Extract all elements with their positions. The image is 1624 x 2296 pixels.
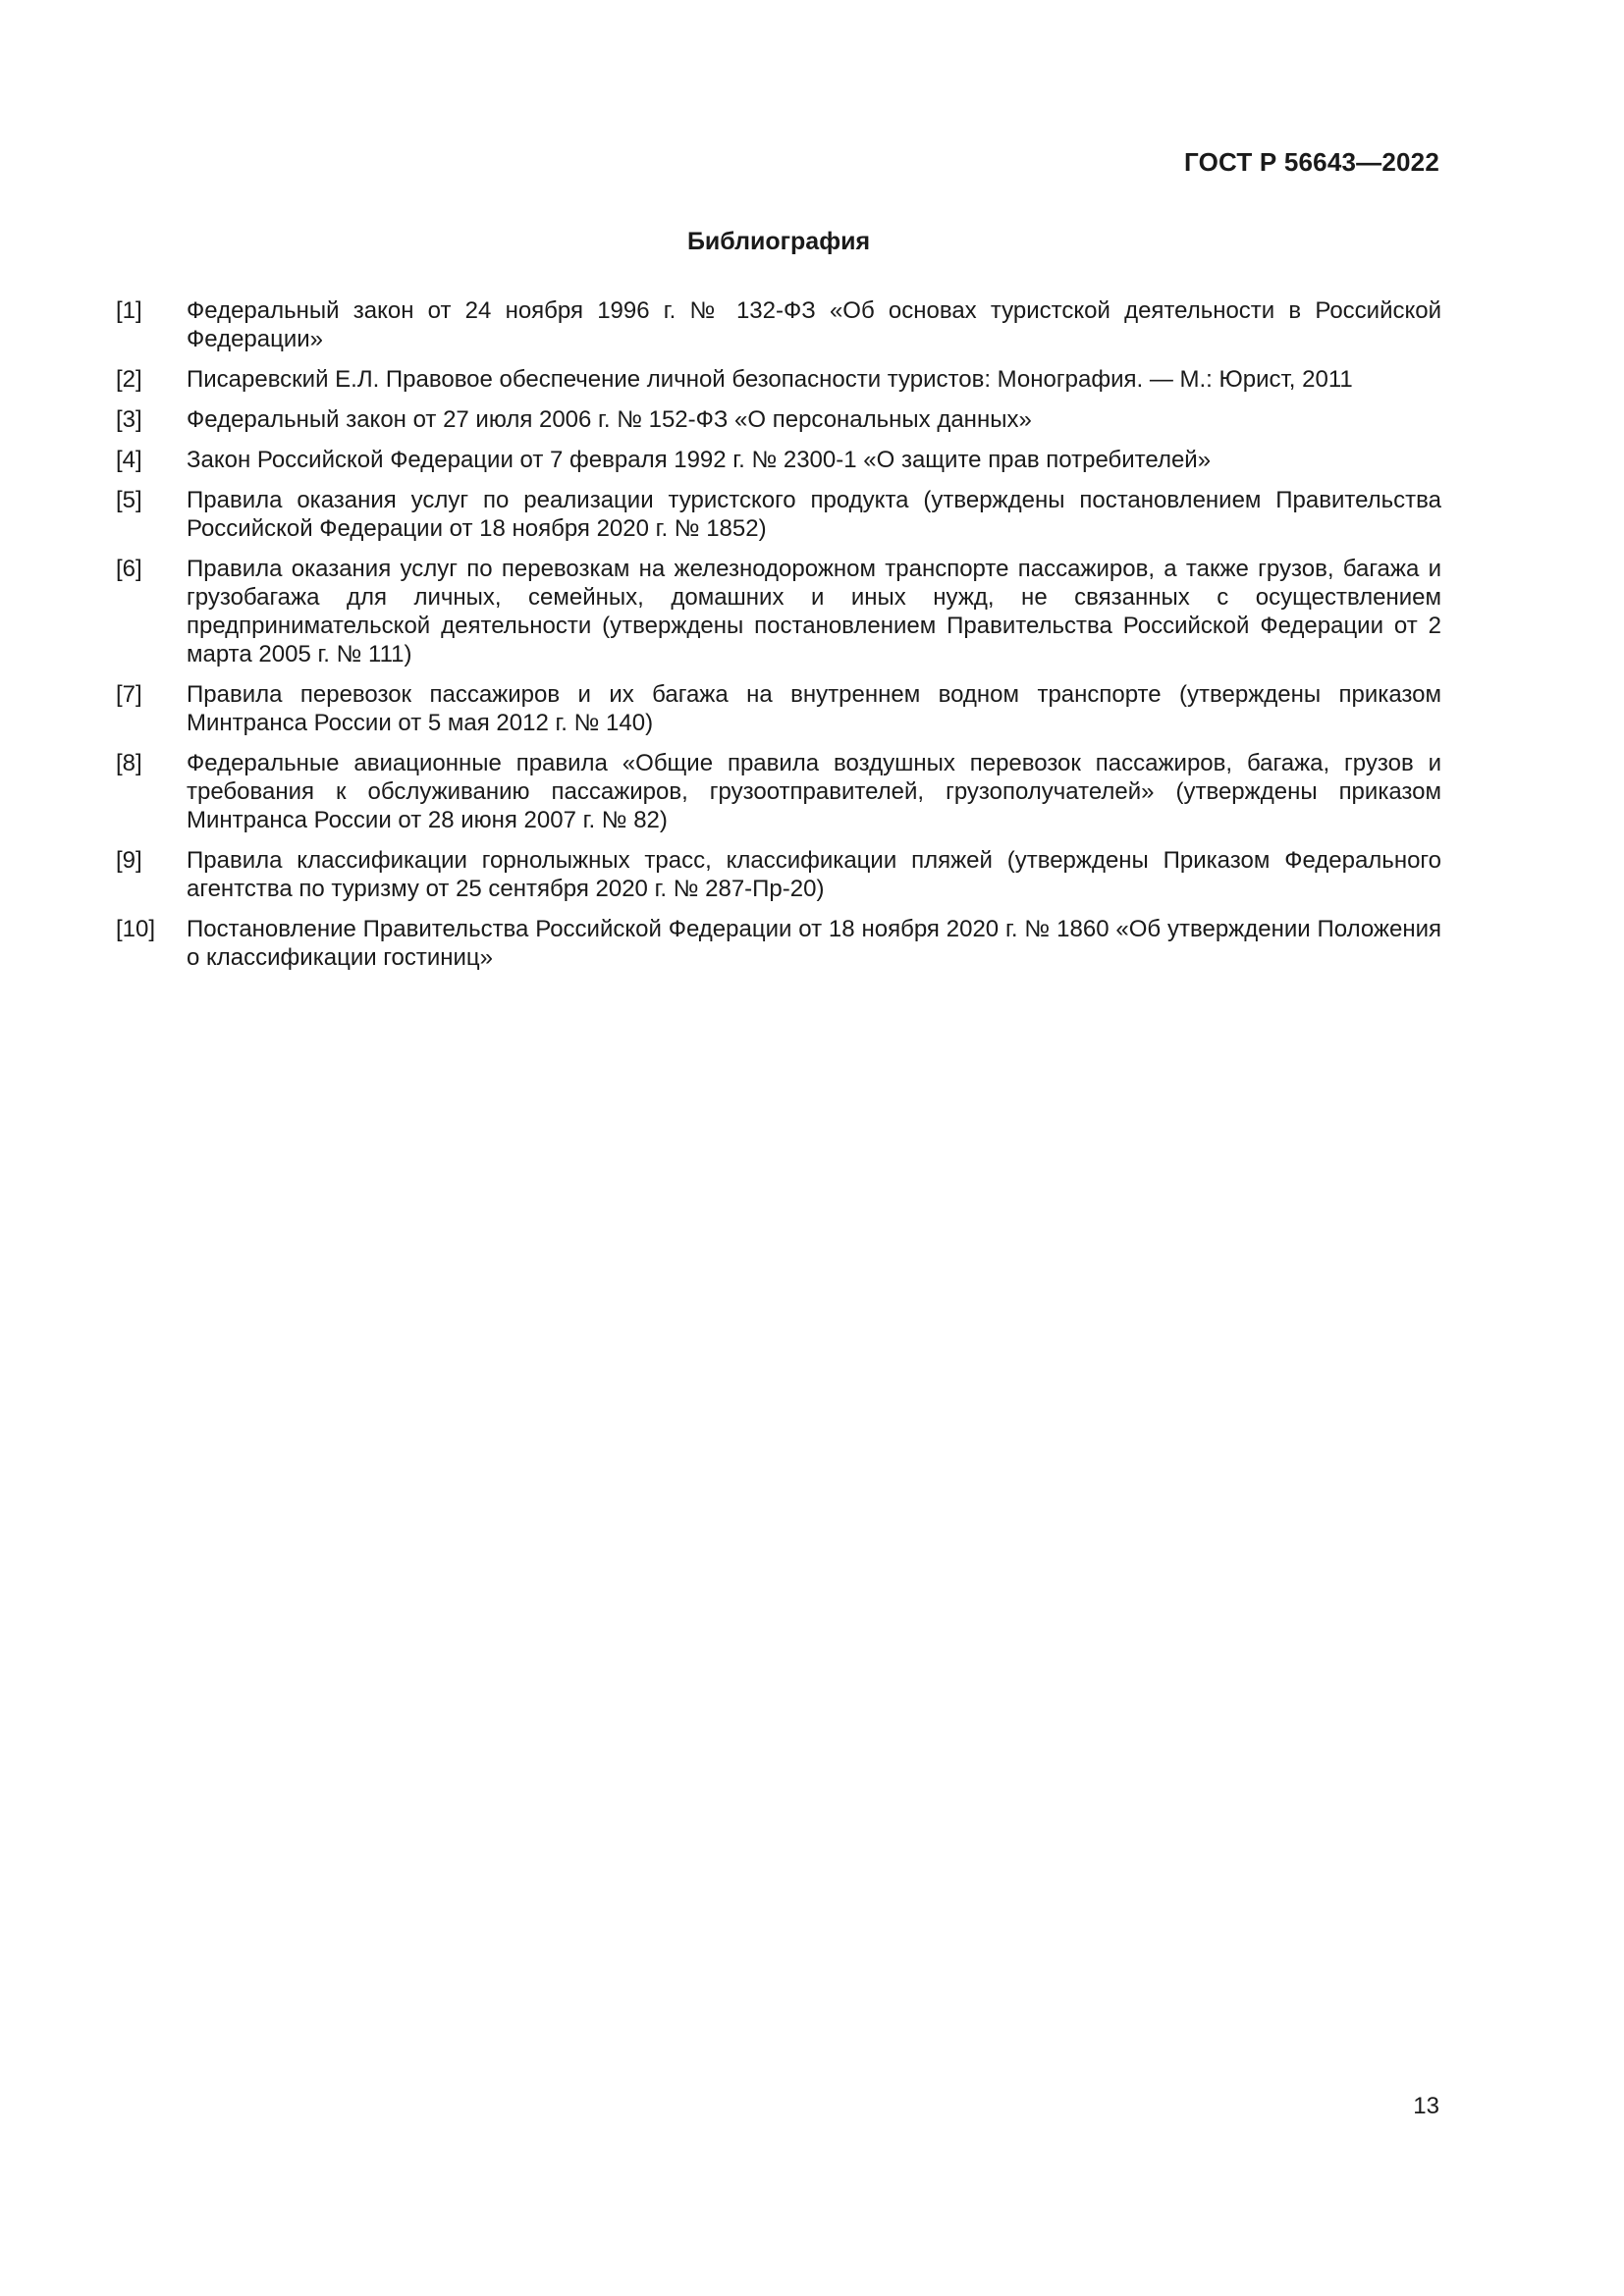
bibliography-entry [116,486,1441,543]
bibliography-entry [116,446,1441,474]
bibliography-entry-number: [9] [116,847,142,874]
bibliography-entry-text: Федеральный закон от 27 июля 2006 г. № 152-ФЗ «О персональных данных» [187,406,1032,433]
section-title: Библиография [686,228,871,255]
page-number: 13 [1413,2093,1439,2119]
bibliography-entry [116,296,1441,353]
bibliography-entry-number: [10] [116,916,156,942]
bibliography-entry [116,365,1441,394]
bibliography-entry [116,405,1441,434]
bibliography-entry-number: [7] [116,681,142,708]
bibliography-entry [116,555,1441,668]
bibliography-entry-text: Правила оказания услуг по перевозкам на железнодорожном транспорте пассажиров, а также грузов, багажа и грузобагажа для личных, семейных, домашних и иных нужд, не связанных с осуществлением предпринимательской деятельности (утверждены постановлением Правительства Российской Федерации от 2 марта 2005 г. № 111) [187,556,1441,667]
bibliography-entry [116,680,1441,737]
bibliography-entry-number: [1] [116,297,142,324]
bibliography-list [116,296,1441,984]
bibliography-entry [116,915,1441,972]
bibliography-entry [116,846,1441,903]
bibliography-entry-number: [8] [116,750,142,776]
bibliography-entry [116,749,1441,834]
bibliography-entry-text: Правила классификации горнолыжных трасс, классификации пляжей (утверждены Приказом Федерального агентства по туризму от 25 сентября 2020 г. № 287-Пр-20) [187,847,1441,902]
bibliography-entry-text: Закон Российской Федерации от 7 февраля 1992 г. № 2300-1 «О защите прав потребителей» [187,447,1212,473]
bibliography-entry-text: Федеральный закон от 24 ноября 1996 г. № 132-ФЗ «Об основах туристской деятельности в Российской Федерации» [187,297,1441,352]
bibliography-entry-text: Писаревский Е.Л. Правовое обеспечение личной безопасности туристов: Монография. — М.: Юрист, 2011 [187,366,1353,393]
bibliography-entry-text: Федеральные авиационные правила «Общие правила воздушных перевозок пассажиров, багажа, грузов и требования к обслуживанию пассажиров, грузоотправителей, грузополучателей» (утверждены приказом Минтранса России от 28 июня 2007 г. № 82) [187,750,1441,833]
bibliography-entry-number: [2] [116,366,142,393]
bibliography-entry-number: [3] [116,406,142,433]
bibliography-entry-number: [4] [116,447,142,473]
bibliography-entry-text: Правила перевозок пассажиров и их багажа на внутреннем водном транспорте (утверждены приказом Минтранса России от 5 мая 2012 г. № 140) [187,681,1441,736]
bibliography-entry-number: [6] [116,556,142,582]
document-standard-number: ГОСТ Р 56643—2022 [1184,147,1439,177]
bibliography-entry-text: Постановление Правительства Российской Федерации от 18 ноября 2020 г. № 1860 «Об утверждении Положения о классификации гостиниц» [187,916,1441,971]
bibliography-entry-number: [5] [116,487,142,513]
bibliography-entry-text: Правила оказания услуг по реализации туристского продукта (утверждены постановлением Правительства Российской Федерации от 18 ноября 2020 г. № 1852) [187,487,1441,542]
